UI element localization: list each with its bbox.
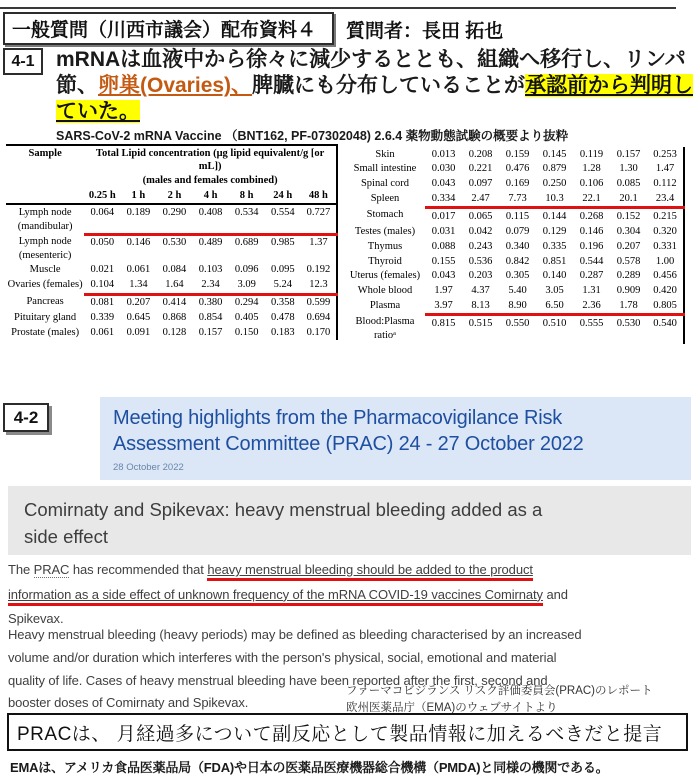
cell-value: 0.294 [234, 297, 259, 309]
row-label: Blood:Plasma ratioᵃ [355, 316, 415, 342]
cell-value: 0.578 [616, 255, 641, 267]
cell-value: 0.084 [162, 264, 187, 276]
cell-value: 12.3 [301, 278, 337, 294]
cell-value: 0.085 [616, 178, 641, 190]
cell-value: 0.380 [198, 297, 223, 309]
cell-value: 1.31 [582, 285, 601, 297]
column-header-time: 8 h [229, 189, 265, 205]
cell-value: 8.13 [462, 299, 499, 315]
cell-value: 0.305 [505, 270, 530, 282]
cell-value: 0.208 [468, 148, 493, 160]
cell-value: 0.540 [653, 317, 677, 329]
cell-value: 20.1 [610, 192, 647, 208]
table-row [345, 147, 684, 162]
cell-value: 0.320 [653, 225, 677, 237]
article-paragraph-1 [8, 558, 676, 632]
cell-value: 0.909 [616, 285, 641, 297]
cell-value: 0.408 [193, 204, 229, 234]
cell-value: 0.159 [505, 148, 530, 160]
cell-value: 3.05 [545, 285, 564, 297]
table-row [6, 234, 337, 263]
cell-value: 1.00 [655, 255, 675, 267]
row-label: Spinal cord [360, 178, 410, 190]
cell-value: 0.088 [431, 240, 456, 252]
cell-value: 0.290 [156, 204, 192, 234]
ema-article-header [100, 397, 691, 480]
cell-value: 10.3 [536, 192, 573, 208]
cell-value: 0.203 [468, 270, 493, 282]
row-label: Lymph node (mandibular) [17, 206, 73, 232]
cell-value: 0.221 [468, 163, 493, 175]
cell-value: 0.805 [647, 299, 684, 315]
cell-value: 2.34 [193, 278, 229, 294]
row-label: Thyroid [368, 255, 402, 267]
row-label: Pituitary gland [14, 311, 77, 323]
row-label: Plasma [369, 300, 401, 312]
cell-value: 2.36 [573, 299, 610, 315]
row-label: Spleen [370, 193, 400, 205]
cell-value: 0.544 [579, 255, 604, 267]
cell-value: 0.550 [505, 317, 530, 329]
paragraph-line [8, 583, 676, 608]
lipid-table-left [6, 144, 338, 340]
cell-value: 0.189 [120, 204, 156, 234]
paragraph-text: The [8, 562, 34, 577]
cell-value: 0.554 [265, 204, 301, 234]
cell-value: 1.37 [309, 237, 328, 249]
cell-value: 0.061 [126, 264, 151, 276]
table-row [6, 294, 337, 310]
paragraph-text: and [542, 586, 568, 602]
cell-value: 0.420 [653, 285, 677, 297]
headline-yellow-highlight: 承認前から判明していた。 [56, 74, 694, 124]
cell-value: 0.530 [616, 317, 641, 329]
table-row [6, 204, 337, 234]
table-row [345, 192, 684, 208]
cell-value: 1.47 [655, 163, 675, 175]
cell-value: 0.095 [270, 264, 295, 276]
table-row [6, 310, 337, 325]
cell-value: 0.112 [653, 178, 677, 190]
row-label: Stomach [366, 209, 404, 221]
cell-value: 0.478 [270, 311, 295, 323]
table-row [6, 278, 337, 294]
cell-value: 0.250 [542, 178, 567, 190]
cell-value: 0.489 [198, 237, 223, 249]
section-4-1-headline [56, 47, 698, 125]
paragraph-line: volume and/or duration which interferes with the person's physical, social, emotional and material [8, 649, 557, 665]
cell-value: 1.97 [434, 285, 453, 297]
header-title: 一般質問（川西市議会）配布資料４ [12, 20, 317, 41]
cell-value: 0.128 [162, 326, 187, 338]
column-header-sample: Sample [6, 145, 84, 204]
cell-value: 0.192 [306, 264, 331, 276]
cell-value: 1.30 [619, 163, 638, 175]
column-header-main: Total Lipid concentration (μg lipid equivalent/g [or mL]) [95, 147, 325, 173]
cell-value: 0.530 [162, 237, 187, 249]
column-header-time: 4 h [193, 189, 229, 205]
top-divider-rule [0, 7, 676, 9]
row-label: Skin [375, 148, 395, 160]
cell-value: 0.170 [306, 326, 331, 338]
cell-value: 0.157 [616, 148, 641, 160]
table-row [345, 224, 684, 239]
paragraph-line: quality of life. Cases of heavy menstrual bleeding have been reported after the first, second and [8, 672, 548, 688]
ema-article-title: Meeting highlights from the Pharmacovigilance Risk Assessment Committee (PRAC) 24 - 27 October 2022 [113, 407, 584, 455]
cell-value: 0.694 [306, 311, 331, 323]
paragraph-line: Heavy menstrual bleeding (heavy periods) may be defined as bleeding characterised by an increased [8, 627, 582, 642]
row-label: Prostate (males) [11, 326, 80, 338]
cell-value: 0.689 [234, 237, 259, 249]
table-row [345, 315, 684, 344]
questioner-label: 質問者：長田 拓也 [346, 21, 504, 42]
cell-value: 0.129 [542, 225, 567, 237]
cell-value: 0.031 [431, 225, 456, 237]
cell-value: 0.842 [505, 255, 530, 267]
cell-value: 23.4 [647, 192, 684, 208]
cell-value: 22.1 [573, 192, 610, 208]
cell-value: 0.064 [84, 204, 120, 234]
cell-value: 0.815 [431, 317, 456, 329]
cell-value: 0.289 [616, 270, 641, 282]
cell-value: 0.017 [431, 210, 456, 222]
cell-value: 0.043 [431, 178, 456, 190]
cell-value: 0.555 [579, 317, 604, 329]
table-row [345, 239, 684, 254]
cell-value: 0.081 [90, 297, 115, 309]
cell-value: 0.207 [126, 297, 151, 309]
cell-value: 0.146 [126, 237, 151, 249]
table-row [345, 269, 684, 284]
header-title-box [3, 12, 334, 45]
table-row [345, 177, 684, 192]
table-row [6, 325, 337, 340]
cell-value: 0.065 [468, 210, 493, 222]
cell-value: 3.09 [229, 278, 265, 294]
cell-value: 0.243 [468, 240, 493, 252]
column-header-time: 24 h [265, 189, 301, 205]
table-row [345, 208, 684, 224]
cell-value: 0.097 [468, 178, 493, 190]
cell-value: 6.50 [536, 299, 573, 315]
cell-value: 0.287 [579, 270, 604, 282]
cell-value: 0.340 [505, 240, 530, 252]
citation-line: ファーマコビジランス リスク評価委員会(PRAC)のレポート [346, 685, 653, 697]
cell-value: 0.304 [616, 225, 641, 237]
cell-value: 0.868 [162, 311, 187, 323]
ema-article-date: 28 October 2022 [113, 462, 184, 473]
cell-value: 0.042 [468, 225, 493, 237]
cell-value: 0.106 [579, 178, 604, 190]
cell-value: 0.104 [84, 278, 120, 294]
row-label: Ovaries (females) [7, 279, 83, 291]
column-header-time: 0.25 h [84, 189, 120, 205]
row-label: Muscle [29, 264, 61, 276]
cell-value: 0.119 [579, 148, 604, 160]
headline-text: mRNAは血液中から徐々に減少するととも、組織へ移行し、リンパ節、 [56, 48, 686, 98]
row-label: Pancreas [26, 295, 64, 307]
cell-value: 0.727 [301, 204, 337, 234]
red-underlined-text: information as a side effect of unknown frequency of the mRNA COVID-19 vaccines Comirnaty [8, 587, 543, 606]
cell-value: 0.043 [431, 270, 456, 282]
cell-value: 0.140 [542, 270, 567, 282]
cell-value: 0.144 [542, 210, 567, 222]
cell-value: 0.196 [579, 240, 604, 252]
prac-summary-box: PRACは、 月経過多について副反応として製品情報に加えるべきだと提言 [7, 713, 688, 751]
table-row [345, 254, 684, 269]
ema-footnote: EMAは、アメリカ食品医薬品局（FDA)や日本の医薬品医療機器総合機構（PMDA)と同様の機関である。 [10, 760, 609, 775]
cell-value: 1.64 [156, 278, 192, 294]
cell-value: 0.050 [90, 237, 115, 249]
cell-value: 2.47 [462, 192, 499, 208]
row-label: Lymph node (mesenteric) [18, 235, 72, 261]
cell-value: 0.215 [653, 210, 677, 222]
cell-value: 0.854 [198, 311, 223, 323]
cell-value: 0.335 [542, 240, 567, 252]
cell-value: 0.476 [505, 163, 530, 175]
cell-value: 5.40 [508, 285, 527, 297]
table-row [345, 162, 684, 177]
cell-value: 0.534 [229, 204, 265, 234]
row-label: Thymus [367, 240, 403, 252]
row-label: Whole blood [357, 285, 413, 297]
cell-value: 5.24 [265, 278, 301, 294]
cell-value: 0.331 [653, 240, 677, 252]
cell-value: 0.155 [431, 255, 456, 267]
column-header-time: 1 h [120, 189, 156, 205]
cell-value: 0.985 [270, 237, 295, 249]
cell-value: 3.97 [425, 299, 462, 315]
cell-value: 0.091 [126, 326, 151, 338]
table-row [345, 299, 684, 315]
row-label: Testes (males) [354, 225, 416, 237]
lipid-table-right [345, 147, 685, 344]
column-header-sub: (males and females combined) [142, 175, 278, 187]
cell-value: 0.169 [505, 178, 530, 190]
cell-value: 0.414 [162, 297, 187, 309]
cell-value: 0.115 [505, 210, 530, 222]
cell-value: 0.599 [306, 297, 331, 309]
cell-value: 0.061 [90, 326, 115, 338]
column-header-time: 2 h [156, 189, 192, 205]
cell-value: 0.157 [198, 326, 223, 338]
article-section-heading: Comirnaty and Spikevax: heavy menstrual bleeding added as a side effect [8, 486, 691, 555]
cell-value: 0.645 [126, 311, 151, 323]
cell-value: 0.030 [431, 163, 456, 175]
cell-value: 0.358 [270, 297, 295, 309]
column-header-time: 48 h [301, 189, 337, 205]
paragraph-line: booster doses of Comirnaty and Spikevax. [8, 695, 249, 711]
cell-value: 4.37 [471, 285, 490, 297]
prac-abbreviation: PRAC [33, 562, 70, 577]
cell-value: 0.145 [542, 148, 567, 160]
table-row [345, 284, 684, 299]
cell-value: 0.536 [468, 255, 493, 267]
cell-value: 1.28 [582, 163, 601, 175]
table-row [6, 263, 337, 278]
cell-value: 0.879 [542, 163, 567, 175]
cell-value: 0.146 [579, 225, 604, 237]
cell-value: 0.339 [90, 311, 115, 323]
row-label: Small intestine [353, 163, 417, 175]
cell-value: 7.73 [499, 192, 536, 208]
red-underlined-text: heavy menstrual bleeding should be added to the product [207, 562, 533, 581]
cell-value: 1.78 [610, 299, 647, 315]
paragraph-text: has recommended that [69, 562, 208, 577]
cell-value: 0.456 [653, 270, 677, 282]
cell-value: 0.334 [425, 192, 462, 208]
section-4-1-label: 4-1 [3, 48, 43, 75]
cell-value: 0.253 [653, 148, 677, 160]
section-4-2-label: 4-2 [3, 403, 49, 432]
cell-value: 0.515 [468, 317, 493, 329]
cell-value: 0.405 [234, 311, 259, 323]
cell-value: 0.021 [90, 264, 115, 276]
citation-line: 欧州医薬品庁（EMA)のウェブサイトより [346, 702, 558, 715]
cell-value: 0.510 [542, 317, 567, 329]
cell-value: 0.268 [579, 210, 604, 222]
cell-value: 0.183 [270, 326, 295, 338]
source-caption: SARS-CoV-2 mRNA Vaccine （BNT162, PF-07302048) 2.6.4 薬物動態試験の概要より抜粋 [56, 129, 569, 143]
cell-value: 8.90 [499, 299, 536, 315]
cell-value: 1.34 [120, 278, 156, 294]
headline-text: 脾臓にも分布していることが [252, 74, 526, 98]
column-header-concentration [84, 145, 337, 189]
cell-value: 0.851 [542, 255, 567, 267]
cell-value: 0.079 [505, 225, 530, 237]
cell-value: 0.207 [616, 240, 641, 252]
cell-value: 0.103 [198, 264, 223, 276]
cell-value: 0.013 [431, 148, 456, 160]
cell-value: 0.096 [234, 264, 259, 276]
cell-value: 0.150 [234, 326, 259, 338]
paragraph-line [8, 558, 676, 583]
cell-value: 0.152 [616, 210, 641, 222]
row-label: Uterus (females) [349, 270, 421, 282]
headline-ovaries-emphasis: 卵巣(Ovaries)、 [98, 74, 253, 98]
paragraph-text: Spikevax. [8, 611, 64, 627]
